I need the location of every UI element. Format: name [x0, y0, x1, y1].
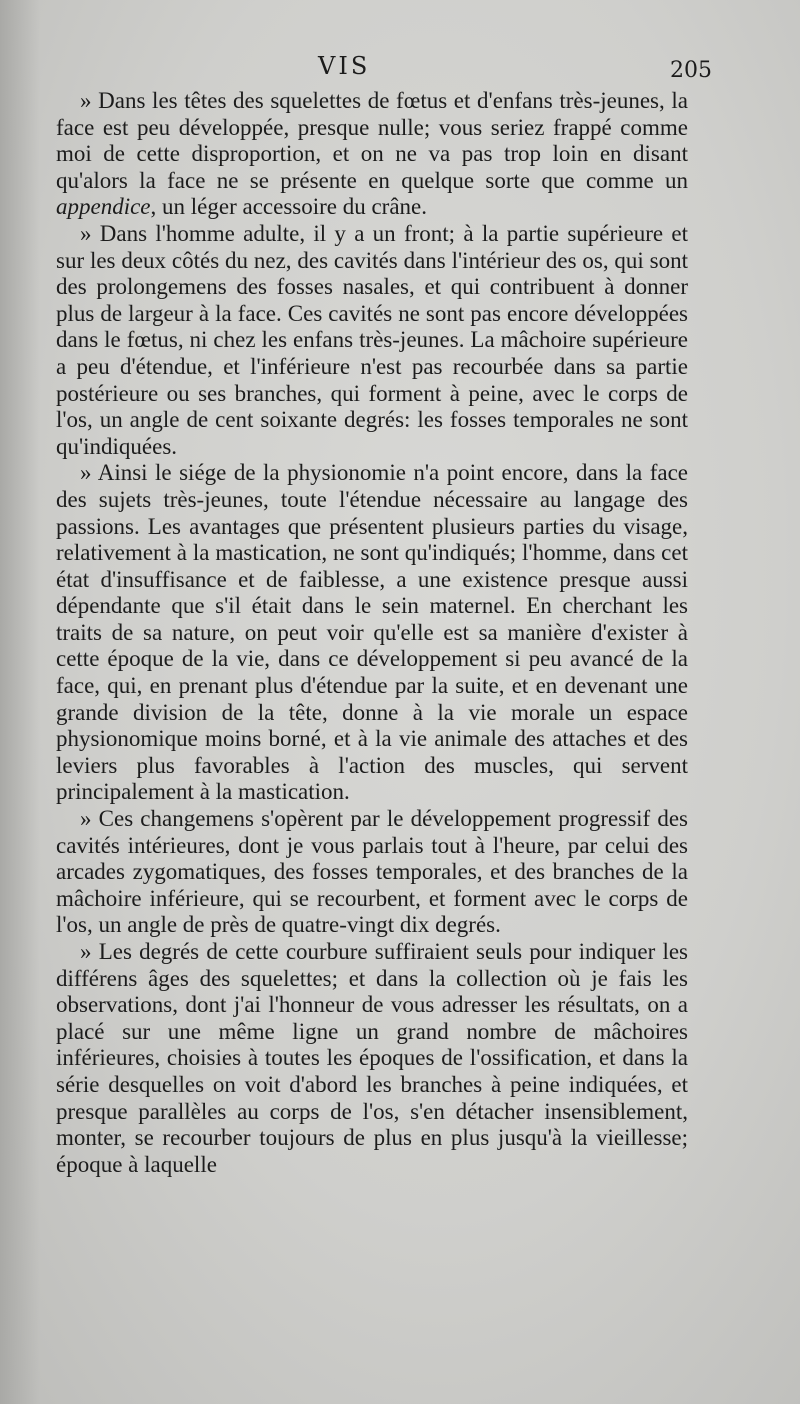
gutter-shadow — [0, 0, 40, 1404]
paragraph-1 — [56, 88, 688, 221]
paragraph-3: » Ainsi le siége de la physionomie n'a point encore, dans la face des sujets très-jeunes, toute l'étendue nécessaire au langage des passions. Les avantages que présentent plusieurs parties du visage, relativement à la mastication, ne sont qu'indiqués; l'homme, dans cet état d'insuffisance et de faiblesse, a une existence presque aussi dépendante que s'il était dans le sein maternel. En cherchant les traits de sa nature, on peut voir qu'elle est sa manière d'exister à cette époque de la vie, dans ce développement si peu avancé de la face, qui, en prenant plus d'étendue par la suite, et en devenant une grande division de la tête, donne à la vie morale un espace physionomique moins borné, et à la vie animale des attaches et des leviers plus favorables à l'action des muscles, qui servent principalement à la mastication. — [56, 460, 688, 805]
page-header — [0, 52, 800, 86]
paragraph-1-text-before: » Dans les têtes des squelettes de fœtus et d'enfans très-jeunes, la face est peu développée, presque nulle; vous seriez frappé comme moi de cette disproportion, et on ne va pas trop loin en disant qu'alors la face ne se présente en quelque sorte que comme un — [56, 88, 688, 193]
paragraph-1-emphasis: appendice — [56, 194, 151, 220]
page-number: 205 — [670, 58, 712, 83]
paragraph-2: » Dans l'homme adulte, il y a un front; à la partie supérieure et sur les deux côtés du nez, des cavités dans l'intérieur des os, qui sont des prolongemens des fosses nasales, et qui contribuent à donner plus de largeur à la face. Ces cavités ne sont pas encore développées dans le fœtus, ni chez les enfans très-jeunes. La mâchoire supérieure a peu d'étendue, et l'inférieure n'est pas recourbée dans sa partie postérieure ou ses branches, qui forment à peine, avec le corps de l'os, un angle de cent soixante degrés: les fosses temporales ne sont qu'indiquées. — [56, 220, 688, 459]
paragraph-5: » Les degrés de cette courbure suffiraient seuls pour indiquer les différens âges des squelettes; et dans la collection où je fais les observations, dont j'ai l'honneur de vous adresser les résultats, on a placé sur une même ligne un grand nombre de mâchoires inférieures, choisies à toutes les époques de l'ossification, et dans la série desquelles on voit d'abord les branches à peine indiquées, et presque parallèles au corps de l'os, s'en détacher insensiblement, monter, se recourber toujours de plus en plus jusqu'à la vieillesse; époque à laquelle — [56, 939, 688, 1177]
running-head: VIS — [318, 52, 371, 80]
paragraph-4: » Ces changemens s'opèrent par le développement progressif des cavités intérieures, dont je vous parlais tout à l'heure, par celui des arcades zygomatiques, des fosses temporales, et des branches de la mâchoire inférieure, qui se recourbent, et forment avec le corps de l'os, un angle de près de quatre-vingt dix degrés. — [56, 806, 688, 938]
paragraph-1-text-after: , un léger accessoire du crâne. — [150, 194, 428, 220]
body-text — [56, 88, 688, 1178]
